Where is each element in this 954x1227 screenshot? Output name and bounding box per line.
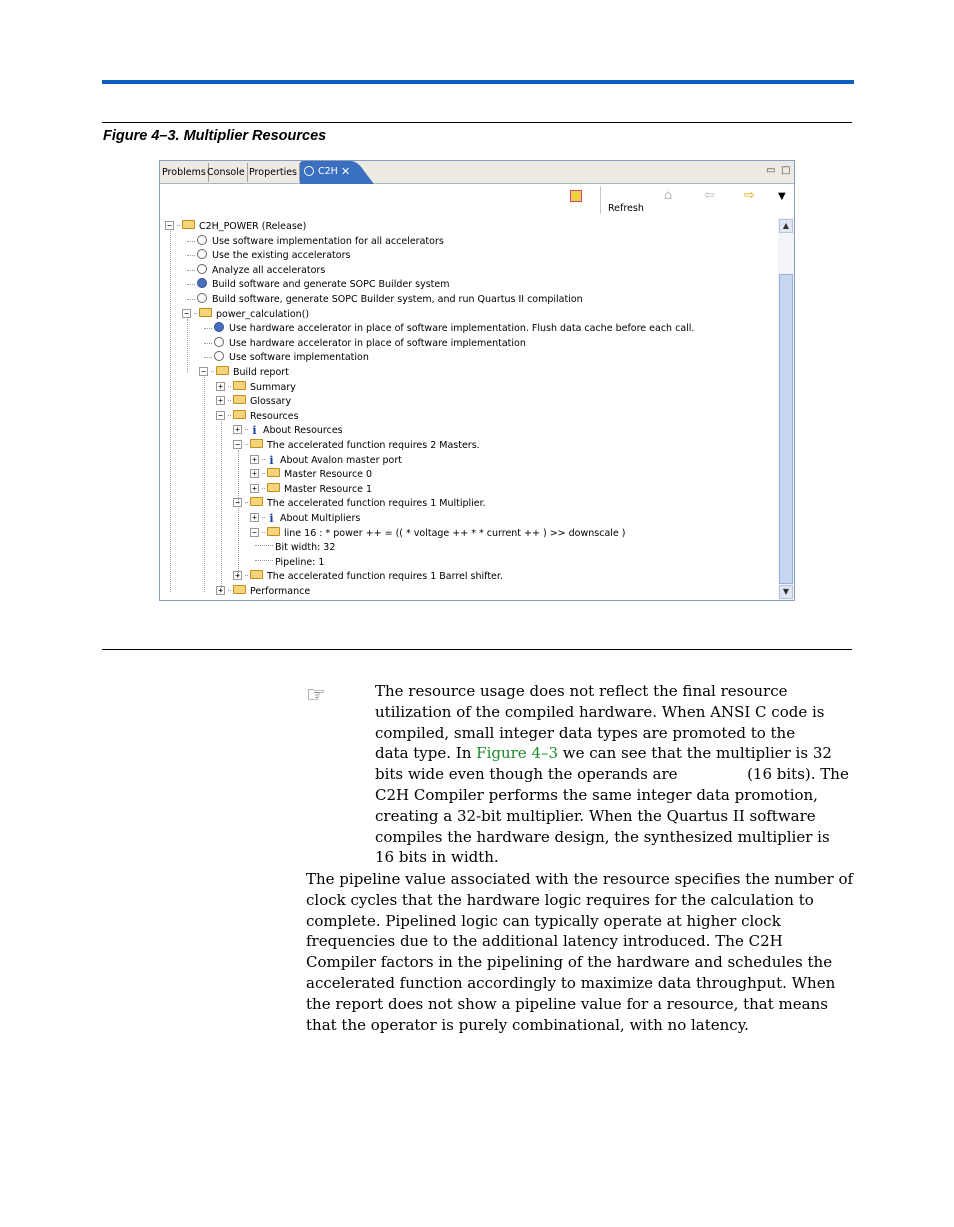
info-icon: i — [269, 453, 274, 467]
note-part-1: The resource usage does not reflect the final resource utilization of the compiled hardware. When ANSI C code is compiled, small integer data types are promoted to the — [375, 682, 825, 742]
tree-item-label: Resources — [250, 410, 299, 422]
tree-row[interactable] — [187, 235, 444, 249]
tree-item-label: About Resources — [263, 425, 343, 437]
tree-item-label: Use software implementation for all accelerators — [212, 235, 444, 247]
tab-problems[interactable]: Problems — [160, 163, 209, 182]
tab-bar — [160, 161, 794, 184]
radio-icon[interactable] — [197, 235, 207, 245]
radio-icon[interactable] — [214, 322, 224, 332]
tree-row[interactable] — [204, 351, 369, 365]
tree-item-label: The accelerated function requires 1 Barrel shifter. — [267, 571, 503, 583]
tree-row[interactable] — [255, 541, 335, 555]
figure-bottom-rule — [102, 649, 852, 650]
tree-connector — [177, 225, 180, 226]
c2h-icon — [304, 166, 314, 176]
folder-icon — [233, 381, 246, 390]
tree-row[interactable] — [216, 395, 291, 409]
tree-connector — [228, 590, 231, 591]
figure-caption: Figure 4–3. Multiplier Resources — [103, 128, 327, 144]
folder-icon — [199, 308, 212, 317]
tree-row[interactable] — [250, 512, 360, 526]
pointing-hand-icon: ☞ — [306, 683, 326, 708]
tree-item-label: C2H_POWER (Release) — [199, 221, 307, 232]
refresh-button[interactable]: Refresh — [608, 203, 644, 214]
maximize-icon[interactable]: □ — [781, 165, 791, 176]
collapse-icon[interactable]: − — [250, 528, 259, 537]
radio-icon[interactable] — [214, 337, 224, 347]
tree-item-label: Glossary — [250, 396, 292, 408]
note-part-2: data type. In — [375, 744, 477, 763]
tree-row[interactable] — [165, 220, 306, 234]
folder-icon — [233, 395, 246, 404]
expand-icon[interactable]: + — [216, 396, 225, 405]
toolbar — [160, 184, 794, 217]
tree-row[interactable] — [204, 322, 694, 336]
folder-icon — [233, 585, 246, 594]
c2h-view — [159, 160, 795, 601]
tree-connector — [187, 255, 195, 256]
tree-item-label: Bit width: 32 — [275, 542, 336, 554]
folder-icon — [250, 570, 263, 579]
tree-connector — [228, 386, 231, 387]
tree-item-label: About Multipliers — [280, 513, 361, 524]
tree-item-label: The accelerated function requires 1 Multiplier. — [267, 498, 486, 510]
resource-tree — [160, 218, 778, 600]
expand-icon[interactable]: + — [250, 469, 259, 478]
tree-connector — [245, 429, 248, 430]
folder-icon — [216, 366, 229, 375]
collapse-icon[interactable]: − — [182, 309, 191, 318]
tree-connector — [262, 459, 265, 460]
tree-guide-line — [238, 450, 239, 504]
info-icon: i — [269, 512, 274, 525]
scroll-down-icon[interactable]: ▼ — [779, 585, 793, 599]
tree-item-label: Use hardware accelerator in place of software implementation. Flush data cache before each call. — [229, 323, 695, 335]
collapse-icon[interactable]: − — [199, 367, 208, 376]
tree-item-label: Use hardware accelerator in place of software implementation — [229, 337, 526, 349]
expand-icon[interactable]: + — [233, 571, 242, 580]
collapse-icon[interactable]: − — [165, 221, 174, 230]
tree-row[interactable] — [250, 454, 402, 468]
tab-properties[interactable]: Properties — [247, 163, 300, 182]
forward-arrow-icon[interactable]: ⇨ — [744, 188, 755, 203]
tree-connector — [204, 328, 212, 329]
tree-connector — [245, 575, 248, 576]
tree-connector — [194, 313, 197, 314]
tree-item-label: Build software and generate SOPC Builder system — [212, 279, 450, 291]
tree-connector — [187, 270, 195, 271]
c2h-build-icon[interactable] — [570, 190, 582, 202]
tree-connector — [204, 357, 212, 358]
tree-guide-line — [238, 508, 239, 577]
tree-row[interactable] — [187, 249, 350, 263]
tab-console[interactable]: Console — [205, 163, 248, 182]
tree-row[interactable] — [233, 497, 486, 511]
note-part-4: (16 bits). The C2H Compiler performs the same integer data promotion, creating a 32-bit multiplier. When the Quartus II software compiles the hardware design, the synthesized multiplier is 16 bits in width. — [375, 765, 849, 867]
folder-icon — [267, 483, 280, 492]
tree-item-label: The accelerated function requires 2 Masters. — [267, 440, 480, 451]
pipeline-paragraph: The pipeline value associated with the resource specifies the number of clock cycles that the hardware logic requires for the calculation to complete. Pipelined logic can typically operate at higher clock frequencies due to the additional latency introduced. The C2H Compiler factors in the pipelining of the hardware and schedules the accelerated function accordingly to maximize data throughput. When the report does not show a pipeline value for a resource, that means that the operator is purely combinational, with no latency. — [306, 870, 854, 1034]
scroll-up-icon[interactable]: ▲ — [779, 219, 793, 233]
folder-icon — [250, 497, 263, 506]
expand-icon[interactable]: + — [250, 484, 259, 493]
tree-row[interactable] — [204, 337, 526, 351]
tree-item-label: Use software implementation — [229, 352, 369, 364]
tree-connector — [262, 473, 265, 474]
close-icon[interactable]: ✕ — [341, 165, 351, 178]
tree-item-label: Master Resource 1 — [284, 483, 373, 495]
radio-icon[interactable] — [197, 249, 207, 259]
collapse-icon[interactable]: − — [216, 411, 225, 420]
tree-item-label: power_calculation() — [216, 308, 310, 320]
tree-row[interactable] — [233, 424, 343, 438]
tree-row[interactable] — [187, 264, 325, 278]
radio-icon[interactable] — [197, 293, 207, 303]
radio-icon[interactable] — [197, 278, 207, 288]
tree-row[interactable] — [250, 527, 626, 541]
note-text — [375, 681, 853, 868]
tree-item-label: About Avalon master port — [280, 454, 402, 466]
tree-connector — [187, 241, 195, 242]
collapse-icon[interactable]: − — [233, 498, 242, 507]
tree-row[interactable] — [187, 278, 450, 292]
tree-connector — [245, 444, 248, 445]
tree-guide-line — [221, 421, 222, 592]
tree-row[interactable] — [250, 483, 372, 497]
note-part-3: we can see that the multiplier is 32 bits wide even though the operands are — [375, 744, 832, 784]
tree-connector — [187, 284, 195, 285]
tree-item-label: line 16 : * power ++ = (( * voltage ++ * * current ++ ) >> downscale ) — [284, 527, 626, 539]
tree-item-label: Use the existing accelerators — [212, 250, 351, 262]
tree-connector — [228, 415, 231, 416]
tree-row[interactable] — [216, 410, 299, 424]
radio-icon[interactable] — [214, 351, 224, 361]
folder-icon — [233, 410, 246, 419]
tree-row[interactable] — [250, 468, 372, 482]
tree-item-label: Master Resource 0 — [284, 469, 373, 481]
figure-top-rule — [102, 122, 852, 123]
tree-item-label: Pipeline: 1 — [275, 556, 325, 568]
expand-icon[interactable]: + — [250, 513, 259, 522]
figure-link[interactable]: Figure 4–3 — [476, 744, 559, 763]
info-icon: i — [252, 424, 257, 438]
header-rule — [102, 80, 854, 84]
tree-item-label: Build report — [233, 367, 289, 378]
tree-row[interactable] — [233, 570, 503, 584]
tree-row[interactable] — [199, 366, 289, 380]
view-menu-icon[interactable]: ▼ — [778, 191, 786, 202]
folder-icon — [267, 527, 280, 536]
home-icon[interactable]: ⌂ — [664, 188, 673, 203]
tab-c2h-label: C2H — [318, 166, 338, 177]
folder-icon — [182, 220, 195, 229]
tree-connector — [262, 532, 265, 533]
tree-item-label: Performance — [250, 586, 311, 597]
tree-connector — [255, 545, 273, 546]
tree-item-label: Build software, generate SOPC Builder system, and run Quartus II compilation — [212, 294, 583, 305]
tree-connector — [245, 502, 248, 503]
expand-icon[interactable]: + — [250, 455, 259, 464]
tree-guide-line — [187, 319, 188, 373]
tree-row[interactable] — [233, 439, 480, 453]
scroll-thumb[interactable] — [779, 274, 793, 584]
tree-connector — [187, 299, 195, 300]
tree-connector — [262, 488, 265, 489]
tree-guide-line — [204, 377, 205, 592]
expand-icon[interactable]: + — [216, 586, 225, 595]
tree-row[interactable] — [187, 293, 583, 307]
tree-item-label: Analyze all accelerators — [212, 264, 326, 276]
tree-connector — [255, 560, 273, 561]
tree-connector — [204, 343, 212, 344]
folder-icon — [267, 468, 280, 477]
tree-row[interactable] — [182, 308, 309, 322]
expand-icon[interactable]: + — [233, 425, 242, 434]
tree-row[interactable] — [216, 585, 310, 599]
expand-icon[interactable]: + — [216, 382, 225, 391]
radio-icon[interactable] — [197, 264, 207, 274]
minimize-icon[interactable]: ▭ — [766, 165, 776, 176]
back-arrow-icon[interactable]: ⇦ — [704, 188, 715, 203]
tree-row[interactable] — [216, 381, 296, 395]
tree-guide-line — [170, 231, 171, 592]
toolbar-separator — [600, 186, 601, 214]
tree-connector — [211, 371, 214, 372]
tree-row[interactable] — [255, 556, 324, 570]
tree-connector — [262, 517, 265, 518]
collapse-icon[interactable]: − — [233, 440, 242, 449]
folder-icon — [250, 439, 263, 448]
vertical-scrollbar[interactable] — [778, 218, 794, 600]
tab-c2h[interactable] — [300, 161, 374, 183]
tree-item-label: Summary — [250, 381, 296, 393]
tree-connector — [228, 400, 231, 401]
